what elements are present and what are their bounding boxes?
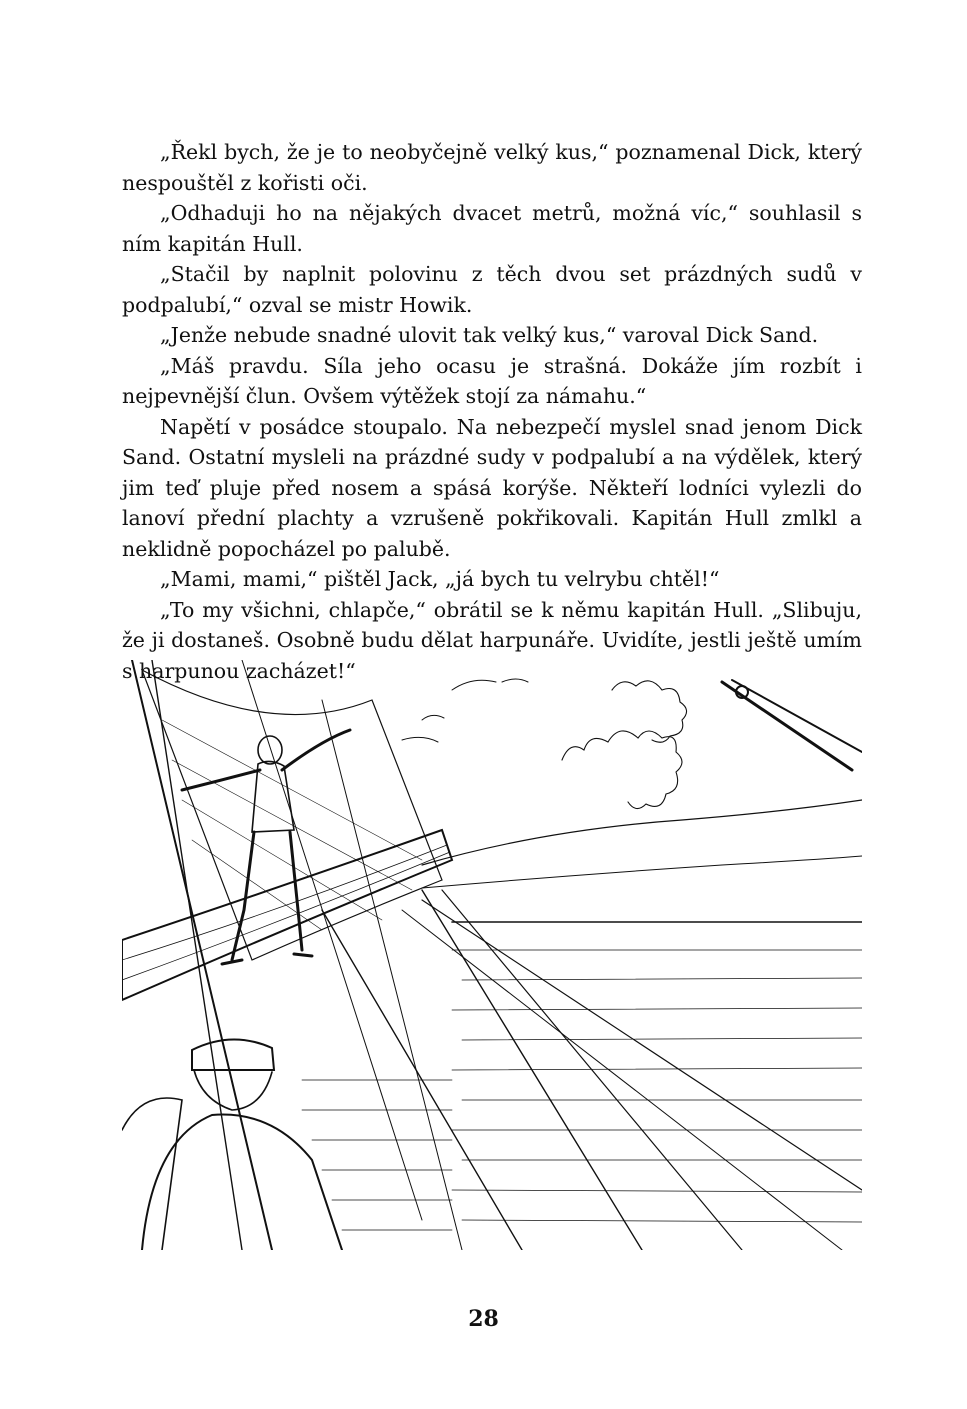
paragraph: „Odhaduji ho na nějakých dvacet metrů, možná víc,“ souhlasil s ním kapitán Hull. bbox=[122, 201, 862, 256]
paragraph: „Řekl bych, že je to neobyčejně velký kus,“ poznamenal Dick, který nespouštěl z kořisti oči. bbox=[122, 140, 862, 195]
ship-bow-illustration-icon bbox=[122, 660, 862, 1250]
paragraph: Napětí v posádce stoupalo. Na nebezpečí myslel snad jenom Dick Sand. Ostatní mysleli na prázdné sudy v podpalubí a na výdělek, který jim teď pluje před nosem a spásá korýše. Někteří lodníci vylezli do lanoví přední plachty a vzrušeně pokřikovali. Kapitán Hull zmlkl a neklidně popocházel po palubě. bbox=[122, 414, 862, 561]
paragraph: „Mami, mami,“ pištěl Jack, „já bych tu velrybu chtěl!“ bbox=[160, 567, 720, 591]
paragraph: „Máš pravdu. Síla jeho ocasu je strašná. Dokáže jím rozbít i nejpevnější člun. Ovšem výtěžek stojí za námahu.“ bbox=[122, 353, 862, 408]
paragraph: „Jenže nebude snadné ulovit tak velký kus,“ varoval Dick Sand. bbox=[160, 323, 819, 347]
paragraph: „To my všichni, chlapče,“ obrátil se k němu kapitán Hull. „Slibuju, že ji dostaneš. Osobně budu dělat harpunáře. Uvidíte, jestli ještě umím s harpunou zacházet!“ bbox=[122, 597, 862, 683]
paragraph: „Stačil by naplnit polovinu z těch dvou set prázdných sudů v podpalubí,“ ozval se mistr Howik. bbox=[122, 262, 862, 317]
body-text bbox=[122, 137, 862, 686]
page-number: 28 bbox=[468, 1306, 499, 1332]
